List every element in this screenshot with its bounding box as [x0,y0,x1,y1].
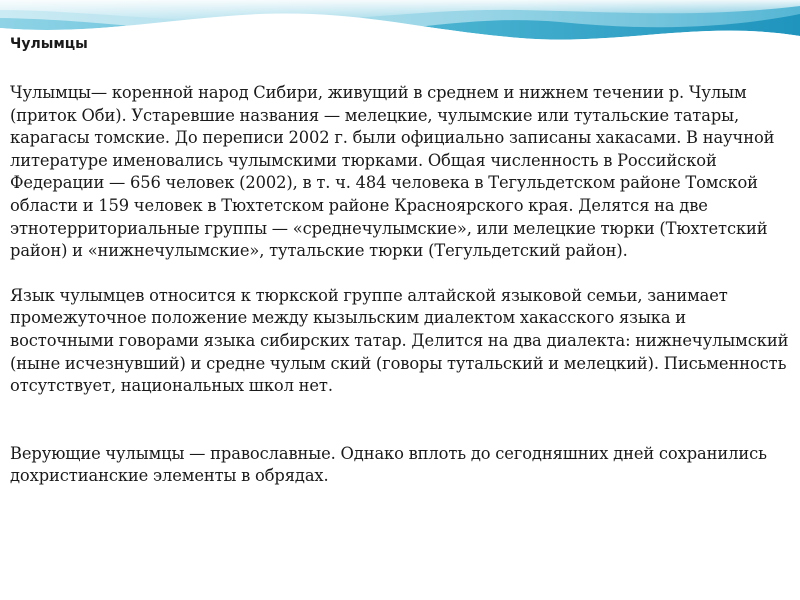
wave-header-decoration [0,0,800,70]
slide-title: Чулымцы [10,36,88,52]
paragraph-language: Язык чулымцев относится к тюркской группе алтайской языковой семьи, занимает промежуточное положение между кызыльским диалектом хакасского языка и восточными говорами языка сибирских татар. Делится на два диалекта: нижнечулымский (ныне исчезнувший) и средне чулым ский (говоры тутальский и мелецкий). Письменность отсутствует, национальных школ нет. [10,285,789,396]
paragraph-ethnography: Чулымцы— коренной народ Сибири, живущий в среднем и нижнем течении р. Чулым (приток Оби). Устаревшие названия — мелецкие, чулымские или тутальские татары, карагасы томские. До переписи 2002 г. были официально записаны хакасами. В научной литературе именовались чулымскими тюрками. Общая численность в Российской Федерации — 656 человек (2002), в т. ч. 484 человека в Тегульдетском районе Томской области и 159 человек в Тюхтетском районе Красноярского края. Делятся на две этнотерриториальные группы — «среднечулымские», или мелецкие тюрки (Тюхтетский район) и «нижнечулымские», тутальские тюрки (Тегульдетский район). [10,83,775,261]
slide-body [10,82,792,488]
paragraph-religion: Верующие чулымцы — православные. Однако вплоть до сегодняшних дней сохранились дохристианские элементы в обрядах. [10,443,767,486]
